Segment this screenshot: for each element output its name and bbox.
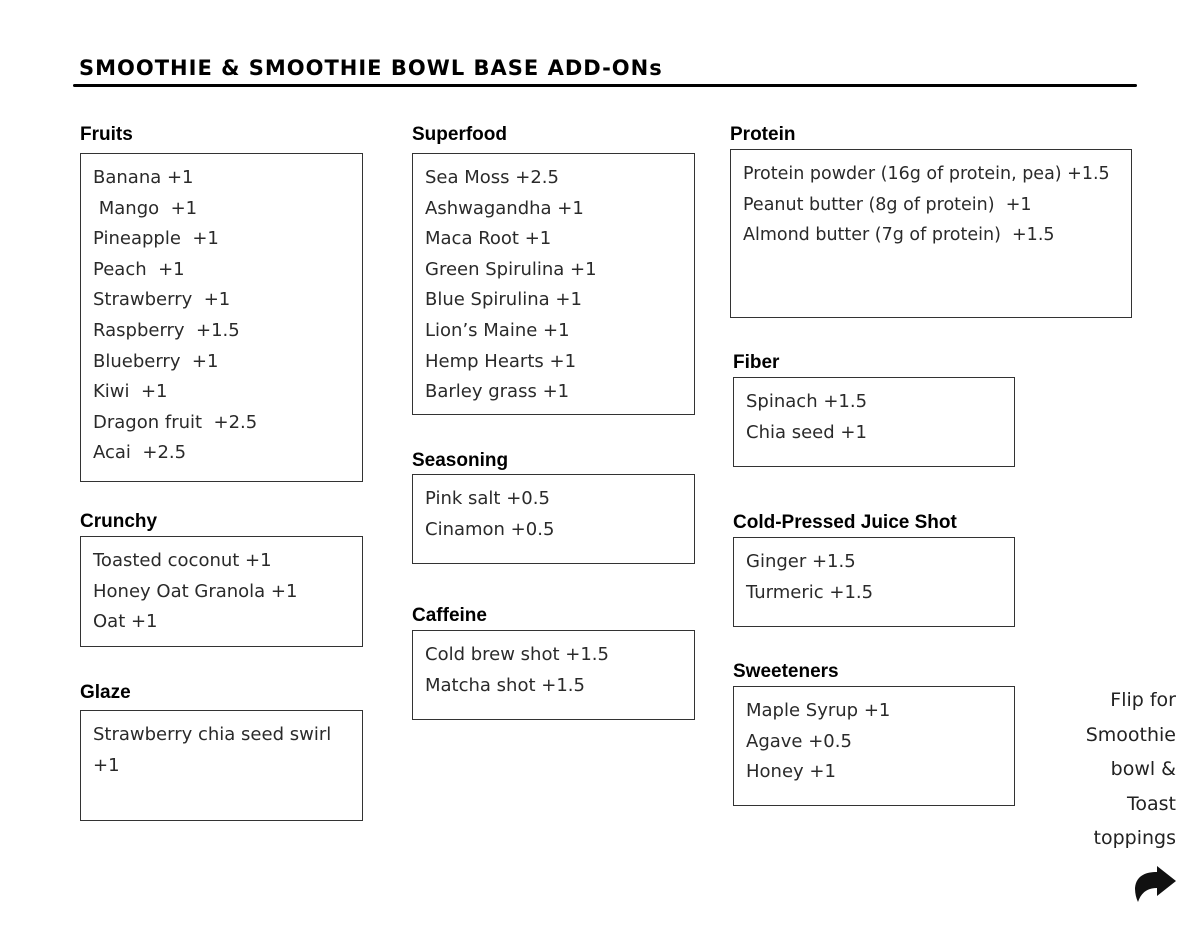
list-item: Toasted coconut +1 <box>93 550 272 571</box>
list-item: Green Spirulina +1 <box>425 258 597 280</box>
list-item: Ginger +1.5 <box>746 551 856 572</box>
list-item: Peanut butter (8g of protein) +1 <box>743 194 1032 215</box>
list-item: Mango +1 <box>93 197 198 219</box>
list-item: Maca Root +1 <box>425 228 552 250</box>
section-seasoning <box>412 448 695 564</box>
fruits-box <box>80 153 363 482</box>
section-heading: Protein <box>730 124 796 145</box>
section-heading: Sweeteners <box>733 661 839 682</box>
list-item: Spinach +1.5 <box>746 391 868 412</box>
flip-note-line: bowl & <box>1110 758 1176 780</box>
list-item: Almond butter (7g of protein) +1.5 <box>743 225 1055 246</box>
fiber-box <box>733 377 1015 467</box>
section-sweeteners <box>733 659 1015 806</box>
list-item: Hemp Hearts +1 <box>425 350 577 372</box>
section-glaze <box>80 680 363 821</box>
list-item: Barley grass +1 <box>425 381 570 403</box>
list-item: Blueberry +1 <box>93 350 219 372</box>
section-heading: Crunchy <box>80 511 158 532</box>
list-item: Banana +1 <box>93 167 194 188</box>
list-item: Matcha shot +1.5 <box>425 674 585 696</box>
seasoning-box <box>412 474 695 564</box>
flip-note-line: Flip for <box>1110 689 1176 711</box>
list-item: Strawberry +1 <box>93 289 231 311</box>
section-fiber <box>733 350 1015 467</box>
section-crunchy <box>80 509 363 647</box>
list-item: Acai +2.5 <box>93 442 187 464</box>
flip-note-line: Toast <box>1127 792 1176 815</box>
section-heading: Cold-Pressed Juice Shot <box>733 512 957 533</box>
list-item: Turmeric +1.5 <box>746 581 874 603</box>
list-item: Maple Syrup +1 <box>746 700 891 721</box>
section-heading: Superfood <box>412 124 507 145</box>
list-item: Raspberry +1.5 <box>93 319 240 341</box>
sweeteners-box <box>733 686 1015 806</box>
curved-arrow-right-icon <box>1133 866 1177 904</box>
list-item: Honey Oat Granola +1 <box>93 580 298 602</box>
list-item: Ashwagandha +1 <box>425 197 584 219</box>
superfood-box <box>412 153 695 415</box>
section-heading: Fiber <box>733 352 780 373</box>
title-underline <box>73 84 1137 87</box>
list-item: Strawberry chia seed swirl +1 <box>93 724 332 776</box>
section-fruits <box>80 122 363 482</box>
list-item: Kiwi +1 <box>93 381 168 403</box>
section-protein <box>730 122 1132 318</box>
list-item: Pineapple +1 <box>93 228 219 250</box>
section-heading: Glaze <box>80 682 131 703</box>
list-item: Dragon fruit +2.5 <box>93 411 258 433</box>
protein-box <box>730 149 1132 318</box>
flip-note-line: Smoothie <box>1085 723 1176 746</box>
section-juice-shot <box>733 510 1015 627</box>
flip-note <box>1060 683 1176 856</box>
page-title: SMOOTHIE & SMOOTHIE BOWL BASE ADD-ONs <box>79 56 663 80</box>
list-item: Pink salt +0.5 <box>425 488 550 509</box>
section-caffeine <box>412 603 695 720</box>
glaze-box <box>80 710 363 821</box>
list-item: Cinamon +0.5 <box>425 518 555 540</box>
list-item: Sea Moss +2.5 <box>425 167 559 188</box>
list-item: Lion’s Maine +1 <box>425 319 570 341</box>
section-heading: Caffeine <box>412 605 487 626</box>
caffeine-box <box>412 630 695 720</box>
list-item: Honey +1 <box>746 761 836 783</box>
section-heading: Seasoning <box>412 450 509 471</box>
crunchy-box <box>80 536 363 647</box>
section-heading: Fruits <box>80 124 133 145</box>
list-item: Chia seed +1 <box>746 421 867 443</box>
section-superfood <box>412 122 695 415</box>
list-item: Cold brew shot +1.5 <box>425 644 609 665</box>
list-item: Blue Spirulina +1 <box>425 289 582 311</box>
list-item: Peach +1 <box>93 258 185 280</box>
list-item: Protein powder (16g of protein, pea) +1.5 <box>743 164 1110 184</box>
juice-shot-box <box>733 537 1015 627</box>
list-item: Agave +0.5 <box>746 730 852 752</box>
flip-note-line: toppings <box>1093 827 1176 849</box>
list-item: Oat +1 <box>93 611 158 633</box>
